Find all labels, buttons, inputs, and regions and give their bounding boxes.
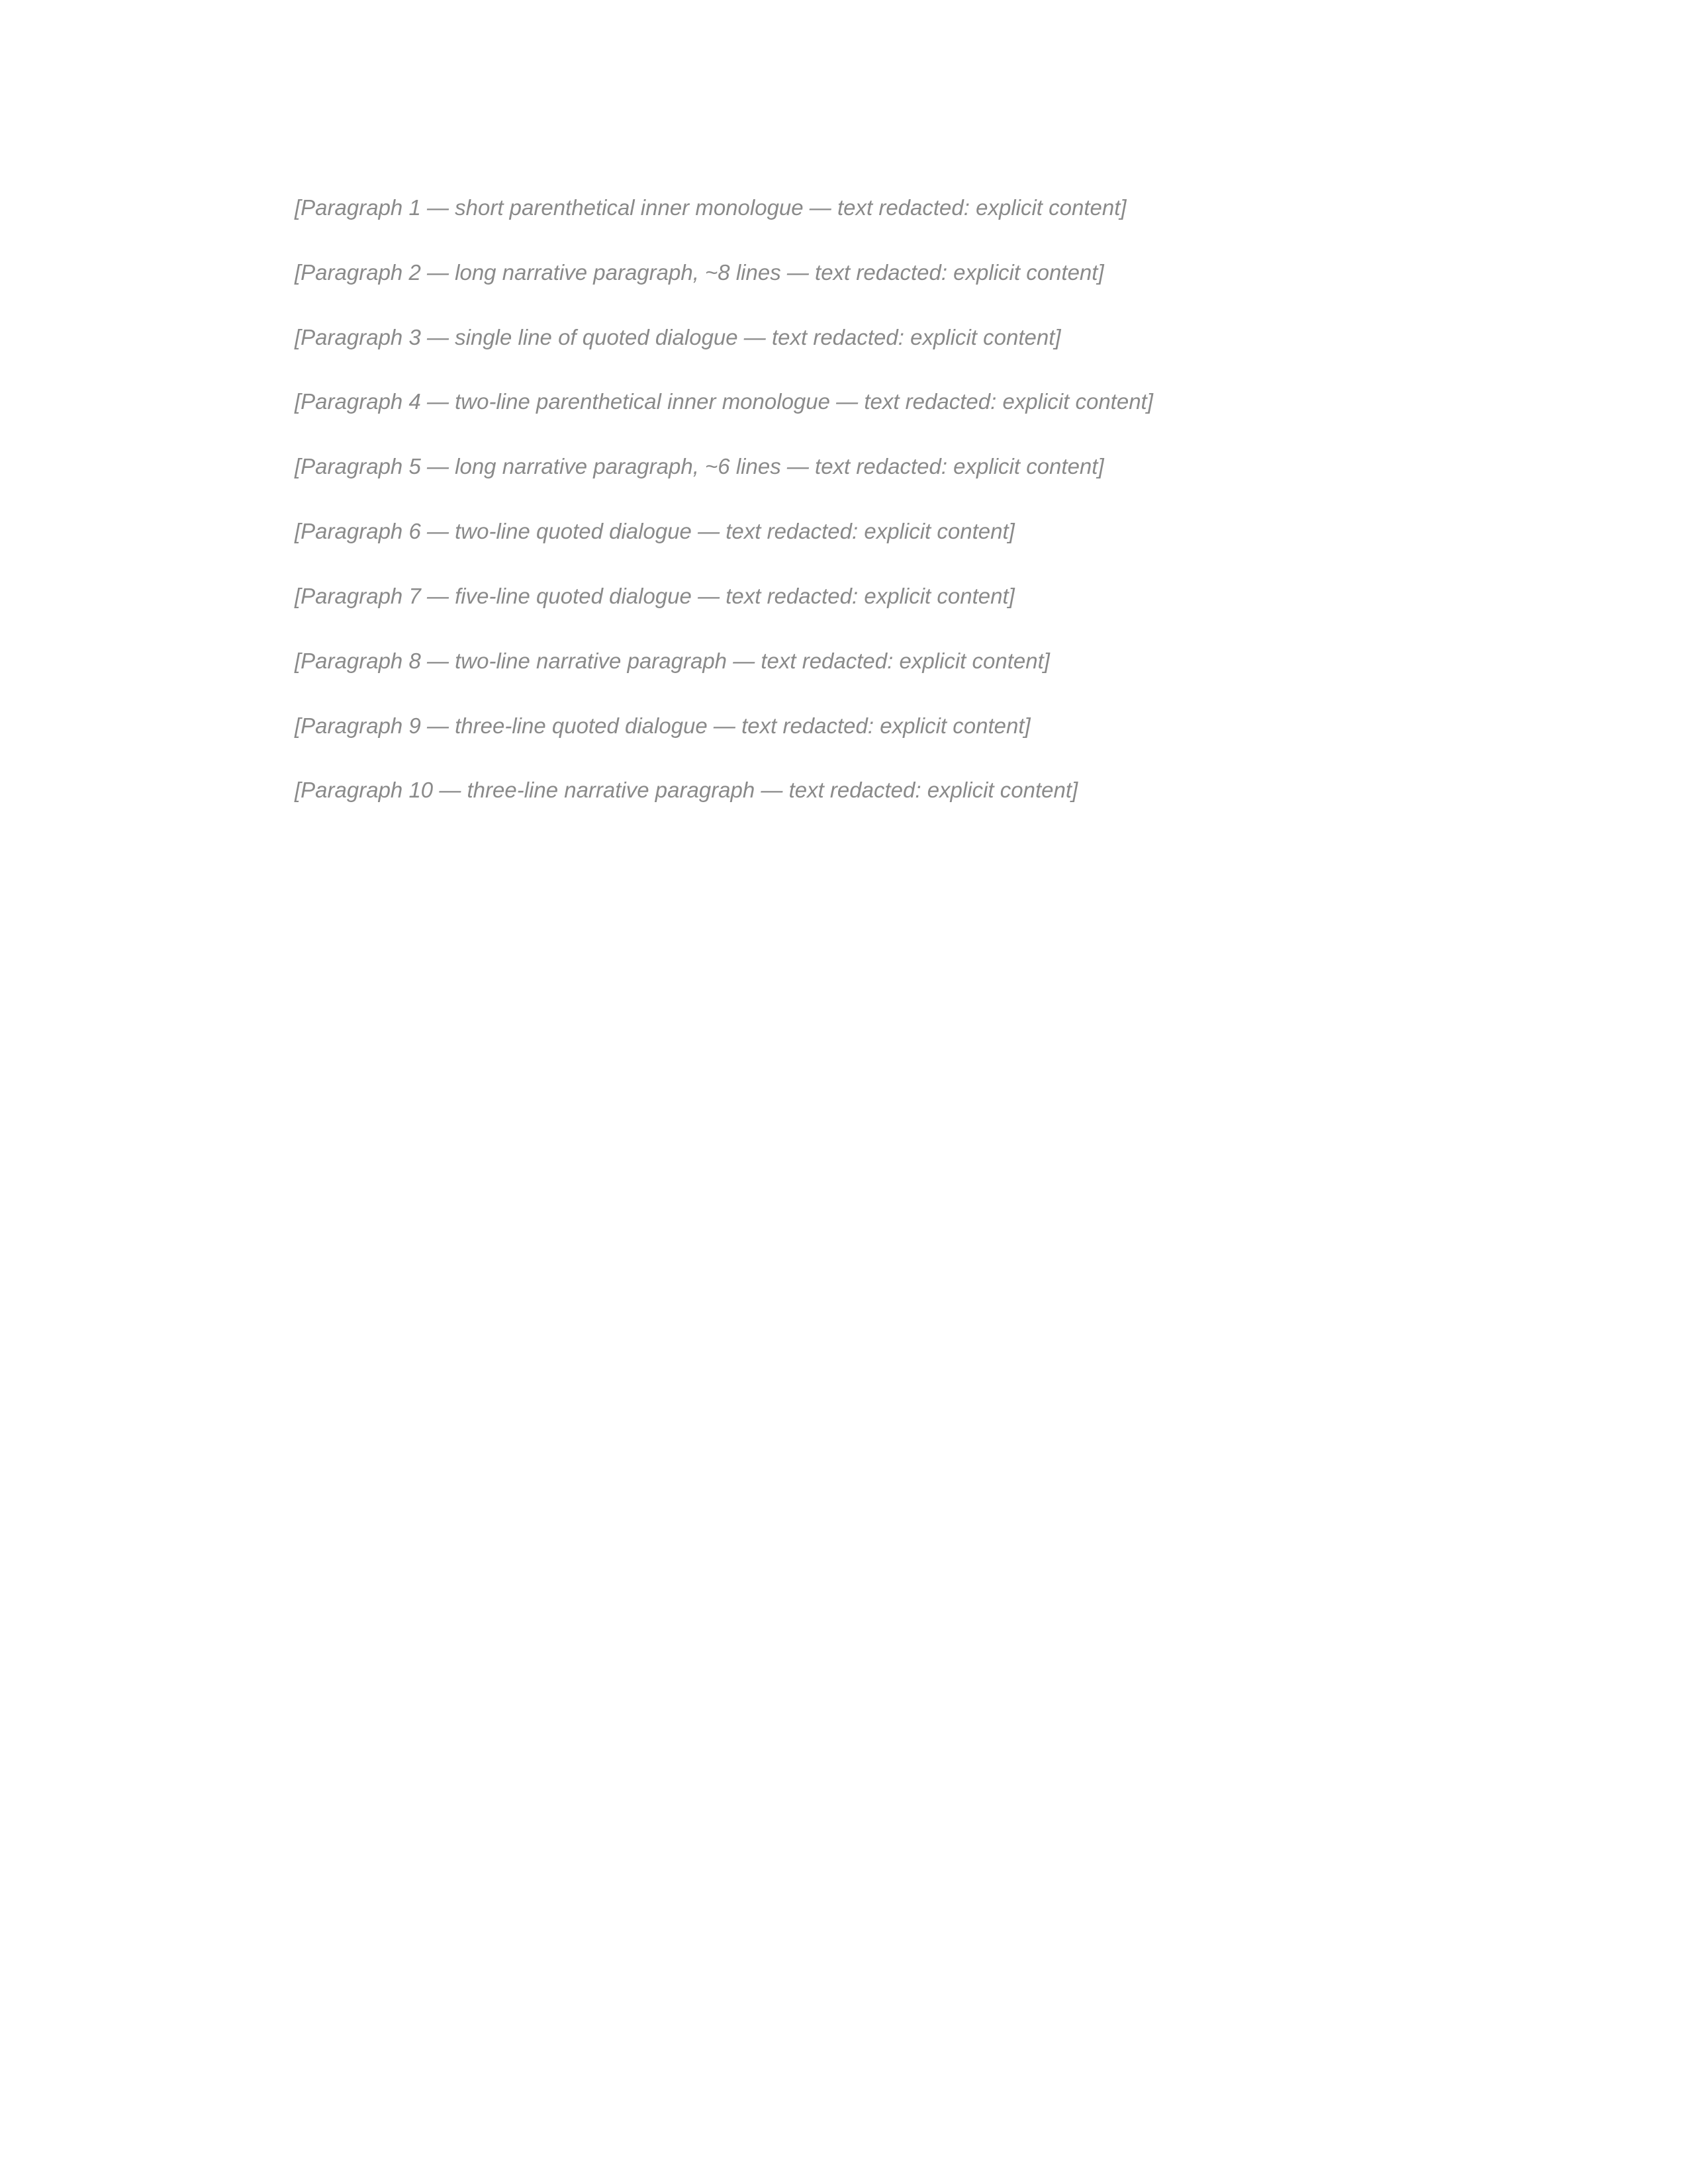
paragraph: [Paragraph 9 — three-line quoted dialogue — text redacted: explicit content] <box>295 713 1031 738</box>
paragraph: [Paragraph 5 — long narrative paragraph, ~6 lines — text redacted: explicit content] <box>295 454 1104 479</box>
paragraph: [Paragraph 3 — single line of quoted dialogue — text redacted: explicit content] <box>295 324 1061 349</box>
paragraph: [Paragraph 4 — two-line parenthetical inner monologue — text redacted: explicit content] <box>295 389 1153 414</box>
paragraph: [Paragraph 7 — five-line quoted dialogue — text redacted: explicit content] <box>295 583 1015 608</box>
paragraph: [Paragraph 10 — three-line narrative paragraph — text redacted: explicit content] <box>295 778 1078 803</box>
paragraph: [Paragraph 1 — short parenthetical inner monologue — text redacted: explicit content] <box>295 195 1127 220</box>
paragraph: [Paragraph 6 — two-line quoted dialogue — text redacted: explicit content] <box>295 519 1015 544</box>
text-column <box>199 192 1499 807</box>
paragraph: [Paragraph 2 — long narrative paragraph, ~8 lines — text redacted: explicit content] <box>295 259 1104 285</box>
paragraph: [Paragraph 8 — two-line narrative paragraph — text redacted: explicit content] <box>295 648 1050 673</box>
